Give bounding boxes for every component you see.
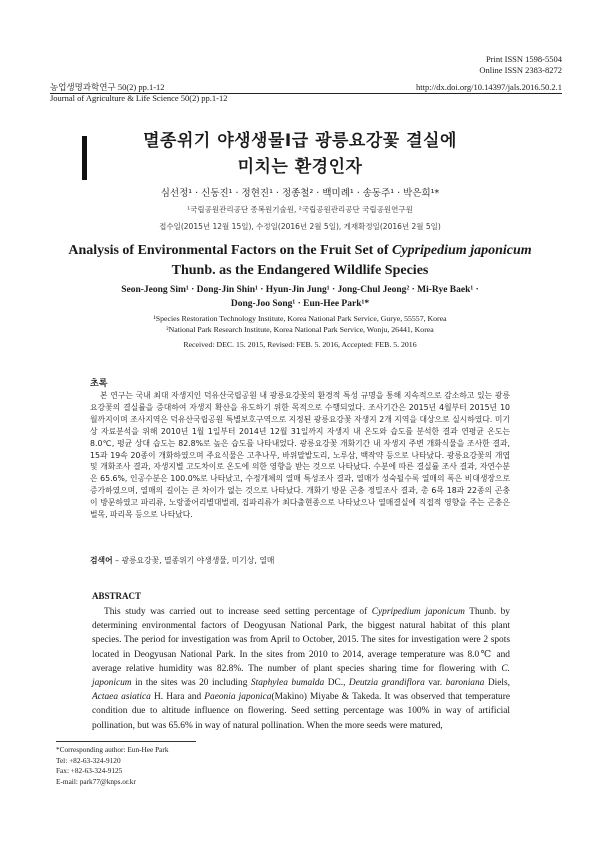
korean-received-dates: 접수일(2015년 12월 15일), 수정일(2016년 2월 5일), 게재확정일(2016년 2월 5일) [159,222,441,231]
journal-name-ko: 농업생명과학연구 50(2) pp.1-12 [50,82,165,92]
english-title-rest: Thunb. as the Endangered Wildlife Species [171,263,429,278]
footnote-fax: Fax: +82-63-324-9125 [56,766,123,776]
english-title-prefix: Analysis of Environmental Factors on the Fruit Set of [68,243,393,258]
english-abstract-body [92,605,510,733]
abs-species-name: Actaea asiatica [92,692,151,703]
abs-species-name: Deutzia grandiflora [348,678,425,689]
korean-abstract-body: 본 연구는 국내 최대 자생지인 덕유산국립공원 내 광릉요강꽃의 환경적 특성 규명을 통해 지속적으로 감소하고 있는 광릉요강꽃의 결실률을 증대하여 자생지 확산을 유도하기 위한 목적으로 수행되었다. 조사기간은 2015년 4월부터 2015년 10월까지이며 조사지역은 덕유산국립공원 특별보호구역으로 지정된 광릉요강꽃 자생지 2개 지역을 대상으로 실시하였다. 미기상 자료분석을 위해 2010년 1월 1일부터 2014년 12월 31일까지 자생지 내 온도와 습도를 분석한 결과 연평균 온도는 8.0℃, 평균 상대 습도는 82.8%로 높은 습도를 나타내었다. 광릉요강꽃 개화기간 내 자생지 주변 개화식물을 조사한 결과, 15과 19속 20종이 개화하였으며 주요식물은 고추나무, 바위말발도리, 노루삼, 백작약 등으로 나타났다. 광릉요강꽃의 개엽 및 개화조사 결과, 자생지별 고도차이로 온도에 의한 영향을 받는 것으로 나타났다. 수분에 따른 결실률 조사 결과, 자연수분은 65.6%, 인공수분은 100.0%로 나타났고, 수정개체의 열매 특성조사 결과, 열매가 성숙될수록 열매의 폭은 비대생장으로 증가하였으며, 열매의 길이는 큰 차이가 없는 것으로 나타났다. 개화기 방문 곤충 정밀조사 결과, 총 6목 18과 22종의 곤충이 방문하였고 파리류, 노랑줄어리별대벌레, 집파리류가 최다출현종으로 나타났으나 열매결실에 직접적 영향을 주는 곤충은 벌목, 파리목 등으로 나타났다. [90,391,510,520]
english-title-genus: Cypripedium [392,243,467,258]
abs-text: DC., [324,678,349,689]
korean-title [0,128,600,180]
header-divider [50,93,562,94]
online-issn: Online ISSN 2383-8272 [479,65,562,75]
abs-text: var. [424,678,446,689]
korean-affiliations: ¹국립공원관리공단 종복원기술원, ²국립공원관리공단 국립공원연구원 [187,205,413,214]
footnote-divider [56,741,196,742]
korean-title-line-2: 미치는 환경인자 [237,157,363,177]
abs-text: This study was carried out to increase seed setting percentage of [104,607,372,617]
abs-text: (Makino) Miyabe & Takeda. It was observed that temperature condition due to altitude influence on flowering. Seed setting percentage was 100% in way of artificial pollination, but was 65.6% in way of natural pollination. When the more seeds were matured, [92,692,510,731]
english-authors [60,283,540,311]
abs-species-name: baroniana [445,678,485,689]
korean-keywords [90,555,510,566]
footnote-email[interactable]: E-mail: park77@knps.or.kr [56,776,136,786]
footnote-author: *Corresponding author: Eun-Hee Park [56,745,169,754]
english-abstract-heading: ABSTRACT [92,591,142,601]
english-authors-line-1: Seon-Jeong Sim¹ · Dong-Jin Shin¹ · Hyun-Jin Jung¹ · Jong-Chul Jeong² · Mi-Rye Baek¹ · [121,285,479,295]
doi-link[interactable]: http://dx.doi.org/10.14397/jals.2016.50.2.1 [416,82,562,92]
abs-text: Diels, [484,678,510,689]
journal-name-en: Journal of Agriculture & Life Science 50(2) pp.1-12 [50,93,228,103]
keywords-text: – 광릉요강꽃, 멸종위기 야생생물, 미기상, 열매 [112,556,275,565]
korean-abstract-heading: 초록 [90,379,108,389]
korean-authors: 심선정¹ · 신동진¹ · 정현진¹ · 정종철² · 백미례¹ · 송동주¹ · 박은희¹* [160,188,440,199]
abs-species-name: Paeonia japonica [204,692,272,703]
english-affiliations [60,313,540,335]
abs-species-name: Staphylea bumalda [250,678,325,689]
korean-title-line-1: 멸종위기 야생생물Ⅰ급 광릉요강꽃 결실에 [143,131,457,151]
keywords-label: 검색어 [90,556,113,565]
footnote-tel: Tel: +82-63-324-9120 [56,755,121,765]
english-authors-line-2: Dong-Joo Song¹ · Eun-Hee Park¹* [230,299,370,309]
english-received-dates: Received: DEC. 15. 2015, Revised: FEB. 5. 2016, Accepted: FEB. 5. 2016 [183,340,417,349]
corresponding-footnote [56,745,168,787]
abs-text: in the sites was 20 including [131,678,251,689]
english-affiliation-2: ²National Park Research Institute, Korea National Park Service, Wonju, 26441, Korea [166,325,434,334]
abs-species-name: Cypripedium japonicum [371,607,465,617]
abs-species-name: C. japonicum [92,663,510,689]
issn-block [479,54,562,76]
english-affiliation-1: ¹Species Restoration Technology Institute, Korea National Park Service, Gurye, 55557, Korea [153,314,447,323]
english-title-species: japonicum [470,243,532,258]
abs-text: H. Hara and [150,692,205,703]
print-issn: Print ISSN 1598-5504 [485,54,562,64]
abs-text: Thunb. by determining environmental factors of Deogyusan National Park, the biggest natural habitat of this plant species. The period for investigation was from April to October, 2015. The sites for investigation were 2 spots located in Deogyusan National Park. In the sites from 2010 to 2014, average temperature was 8.0℃ and average relative humidity was 82.8%. The number of plant species sharing time for flowering with [92,607,510,674]
english-title [60,241,540,281]
